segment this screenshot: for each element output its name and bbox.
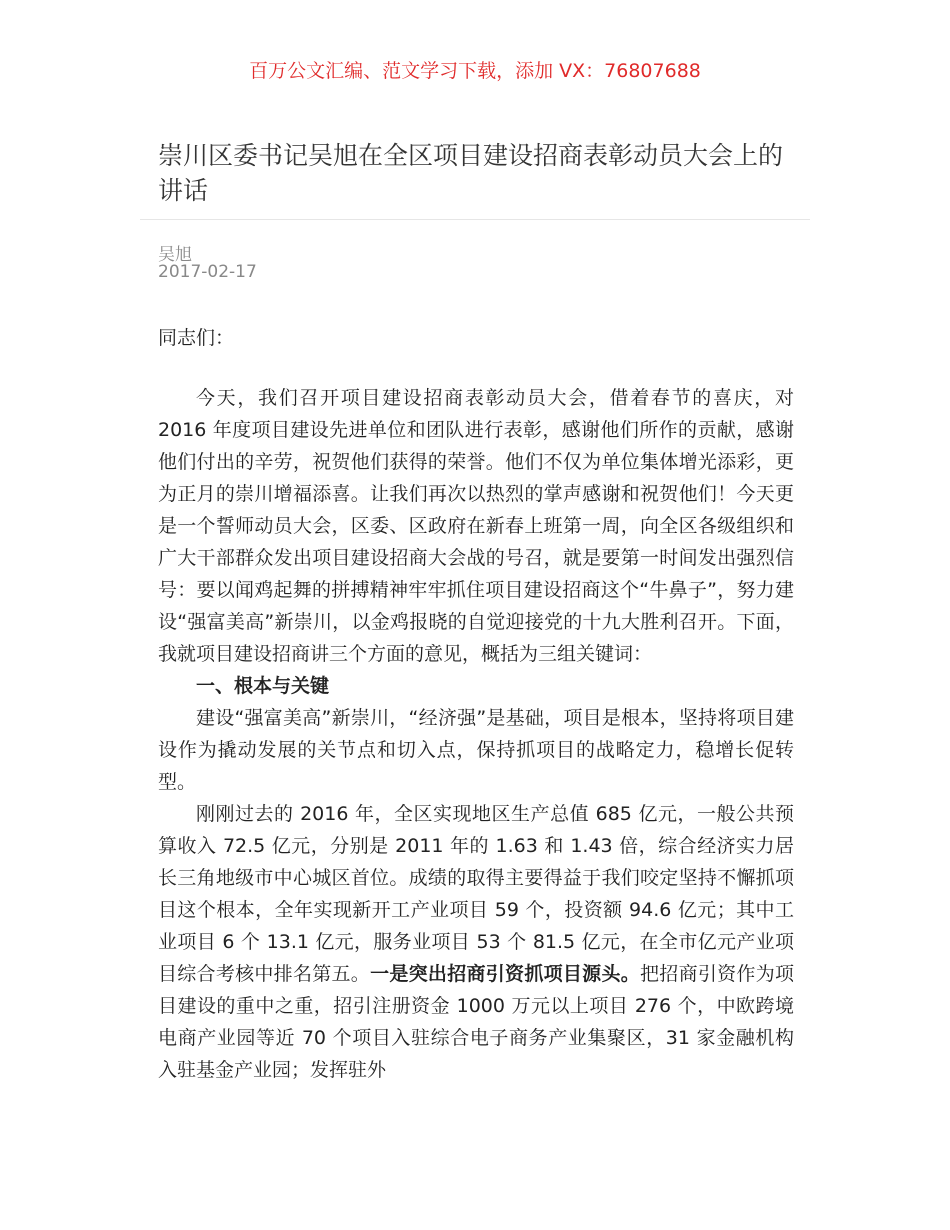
article-author: 吴旭 <box>158 245 192 265</box>
greeting: 同志们： <box>158 327 235 349</box>
achievements-bold-point: 一是突出招商引资抓项目源头。 <box>370 963 641 985</box>
achievements-text: 刚刚过去的 2016 年，全区实现地区生产总值 685 亿元，一般公共预算收入 72.5 亿元，分别是 2011 年的 1.63 和 1.43 倍，综合经济实力居长三角地级市中心城区首位。成绩的取得主要得益于我们咬定坚持不懈抓项目这个根本，全年实现新开工产业项目 59 个，投资额 94.6 亿元；其中工业项目 6 个 13.1 亿元，服务业项目 53 个 81.5 亿元，在全市亿元产业项目综合考核中排名第五。 <box>158 803 794 985</box>
title-divider <box>140 219 810 220</box>
paragraph-foundation: 建设“强富美高”新崇川，“经济强”是基础，项目是根本，坚持将项目建设作为撬动发展的关节点和切入点，保持抓项目的战略定力，稳增长促转型。 <box>158 707 794 793</box>
achievements-text-continued: 把招商引资作为项目建设的重中之重，招引注册资金 1000 万元以上项目 276 个，中欧跨境电商产业园等近 70 个项目入驻综合电子商务产业集聚区，31 家金融机构入驻基金产业园；发挥驻外 <box>158 963 794 1081</box>
article-date: 2017-02-17 <box>158 262 257 282</box>
article-title: 崇川区委书记吴旭在全区项目建设招商表彰动员大会上的讲话 <box>158 141 784 205</box>
paragraph-achievements <box>158 798 794 1086</box>
article-body <box>158 382 794 1086</box>
paragraph-intro: 今天，我们召开项目建设招商表彰动员大会，借着春节的喜庆，对 2016 年度项目建设先进单位和团队进行表彰，感谢他们所作的贡献，感谢他们付出的辛劳，祝贺他们获得的荣誉。他们不仅为单位集体增光添彩，更为正月的崇川增福添喜。让我们再次以热烈的掌声感谢和祝贺他们！今天更是一个誓师动员大会，区委、区政府在新春上班第一周，向全区各级组织和广大干部群众发出项目建设招商大会战的号召，就是要第一时间发出强烈信号：要以闻鸡起舞的拼搏精神牢牢抓住项目建设招商这个“牛鼻子”，努力建设“强富美高”新崇川，以金鸡报晓的自觉迎接党的十九大胜利召开。下面，我就项目建设招商讲三个方面的意见，概括为三组关键词： <box>158 387 794 665</box>
watermark-banner: 百万公文汇编、范文学习下载，添加 VX：76807688 <box>249 60 701 82</box>
section-heading: 一、根本与关键 <box>196 675 330 697</box>
